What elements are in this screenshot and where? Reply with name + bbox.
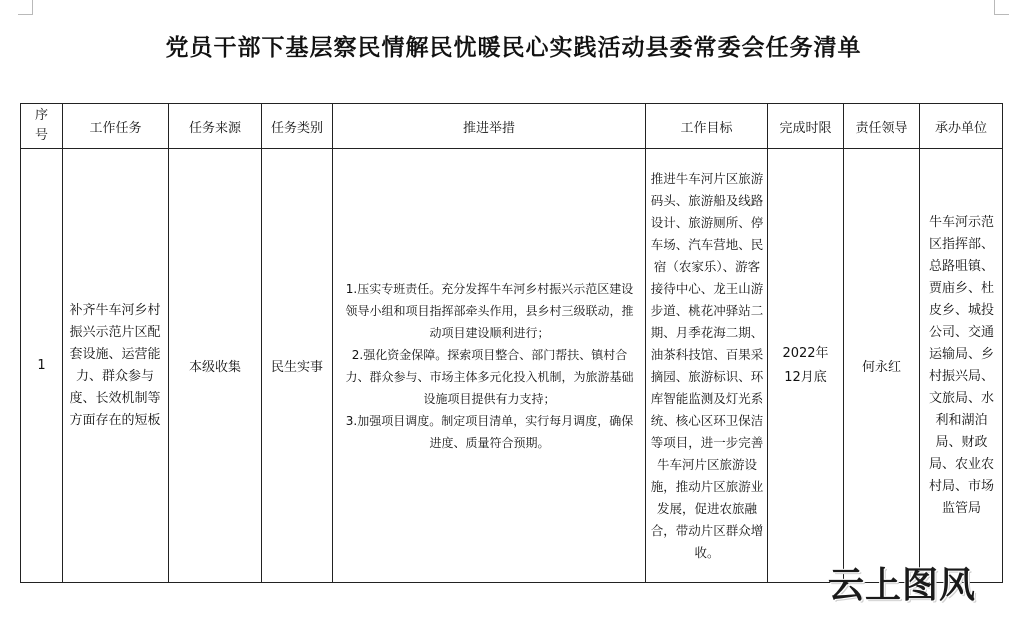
watermark-logo: 云上图风 [828,564,977,606]
table-header-row [21,104,1003,149]
header-units: 承办单位 [920,104,1003,149]
header-measures: 推进举措 [333,104,646,149]
measure-item: 1.压实专班责任。充分发挥牛车河乡村振兴示范区建设领导小组和项目指挥部牵头作用，县乡村三级联动，推动项目建设顺利进行； [345,281,634,340]
header-goal: 工作目标 [646,104,768,149]
header-task: 工作任务 [63,104,169,149]
header-deadline: 完成时限 [768,104,844,149]
header-source: 任务来源 [169,104,262,149]
header-category: 任务类别 [262,104,333,149]
measure-item: 2.强化资金保障。探索项目整合、部门帮扶、镇村合力、群众参与、市场主体多元化投入机制，为旅游基础设施项目提供有力支持； [345,347,634,406]
header-seq [21,104,63,149]
document-title: 党员干部下基层察民情解民忧暖民心实践活动县委常委会任务清单 [165,35,862,61]
goal-text: 推进牛车河片区旅游码头、旅游船及线路设计、旅游厕所、停车场、汽车营地、民宿（农家乐）、游客接待中心、龙王山游步道、桃花冲驿站二期、月季花海二期、油茶科技馆、百果采摘园、旅游标识、环库智能监测及灯光系统、核心区环卫保洁等项目，进一步完善牛车河片区旅游设施，推动片区旅游业发展，促进农旅融合，带动片区群众增收。 [650,170,764,560]
measure-item: 3.加强项目调度。制定项目清单，实行每月调度，确保进度、质量符合预期。 [345,413,634,450]
units-text: 牛车河示范区指挥部、总路咀镇、贾庙乡、杜皮乡、城投公司、交通运输局、乡村振兴局、文旅局、水利和湖泊局、财政局、农业农村局、市场监管局 [928,214,994,516]
task-text: 补齐牛车河乡村振兴示范片区配套设施、运营能力、群众参与度、长效机制等方面存在的短板 [69,302,161,428]
header-leader: 责任领导 [844,104,920,149]
task-list-table [20,103,1003,583]
cell-measures [333,149,646,583]
deadline-text: 2022年12月底 [782,345,829,385]
cell-deadline [768,149,844,583]
cell-source: 本级收集 [169,149,262,583]
page-corner-mark-right [994,0,1009,15]
cell-seq: 1 [21,149,63,583]
cell-units [920,149,1003,583]
page-corner-mark-left [18,0,33,15]
cell-leader: 何永红 [844,149,920,583]
header-seq-label: 序号 [34,108,48,143]
table-row [21,149,1003,583]
cell-category: 民生实事 [262,149,333,583]
cell-task [63,149,169,583]
cell-goal [646,149,768,583]
